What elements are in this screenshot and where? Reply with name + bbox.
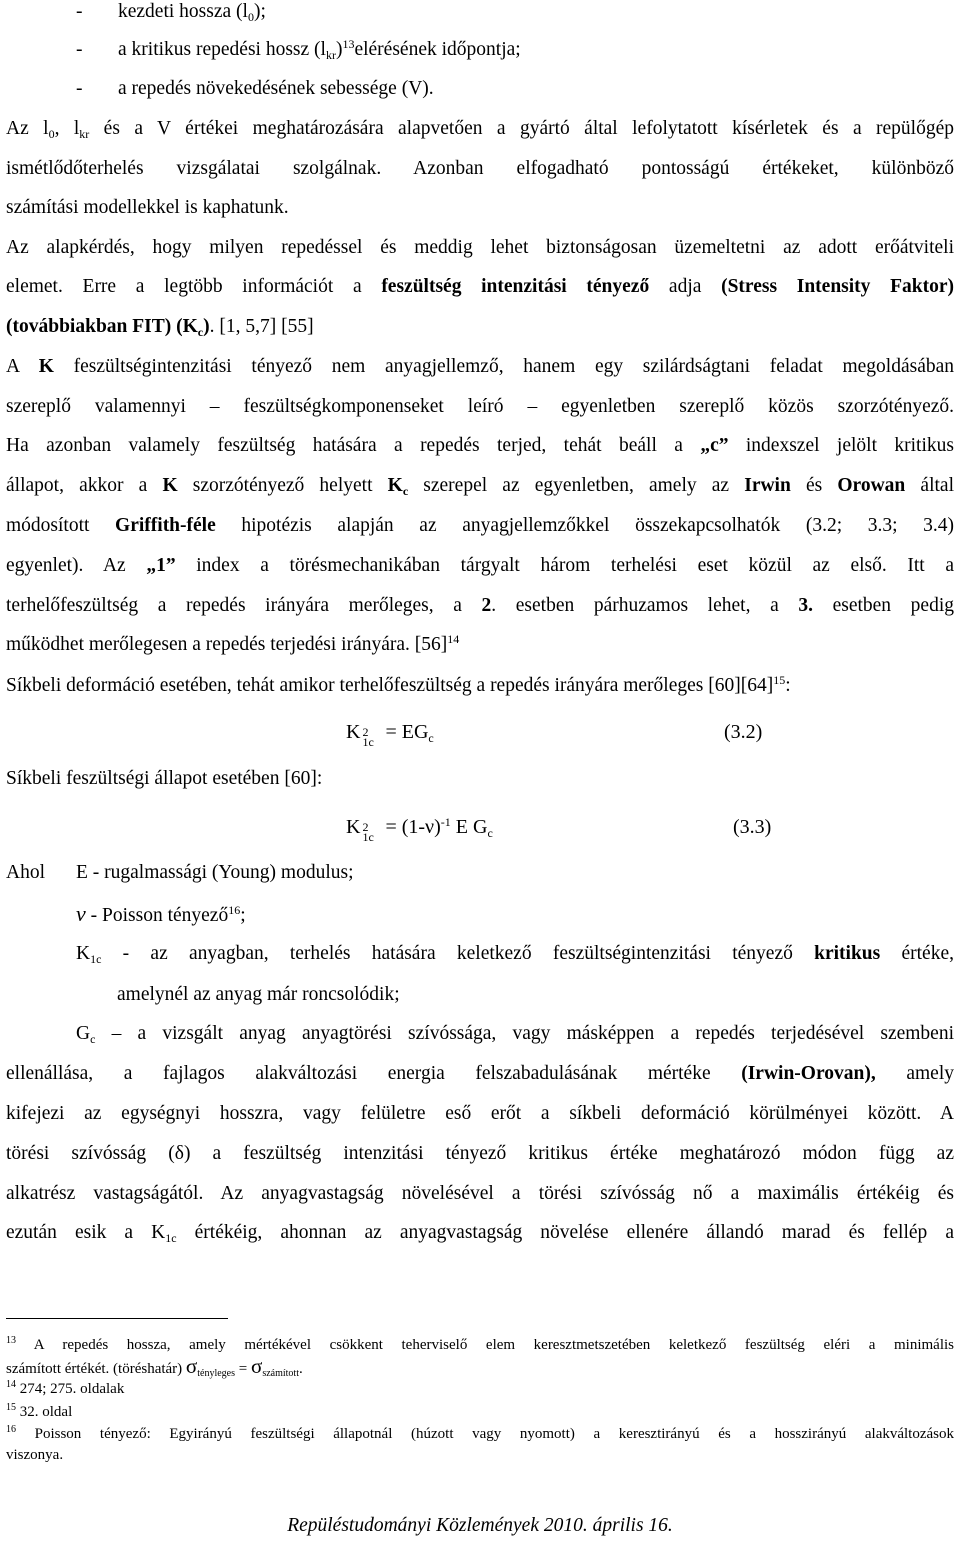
paragraph-line: alkatrész vastagságától. Az anyagvastagság növelésével a törési szívósság nő a maximális értékéig és bbox=[6, 1183, 954, 1204]
paragraph-line: elemet. Erre a legtöbb információt a feszültség intenzitási tényező adja (Stress Intensity Faktor) bbox=[6, 276, 954, 297]
paragraph-line: szereplő valamennyi – feszültségkomponenseket leíró – egyenletben szereplő közös szorzótényező. bbox=[6, 396, 954, 417]
footnote-16-cont: viszonya. bbox=[6, 1447, 64, 1463]
paragraph-line: számítási modellekkel is kaphatunk. bbox=[6, 197, 289, 218]
footnote-separator bbox=[6, 1318, 228, 1319]
paragraph-line: állapot, akkor a K szorzótényező helyett $K_c$ szerepel az egyenletben, amely az Irwin és Orowan által bbox=[6, 475, 954, 498]
paragraph-line: ismétlődőterhelés vizsgálatai szolgálnak. Azonban elfogadható pontosságú értékeket, különböző bbox=[6, 158, 954, 179]
paragraph-line: működhet merőlegesen a repedés terjedési irányára. $[56]^{14}$ bbox=[6, 632, 460, 655]
list-item: - a kritikus repedési hossz $(l_{kr})^{13}elérésének$ időpontja; bbox=[76, 37, 521, 62]
footnote-13-cont: számított értékét. (töréshatár) $\sigma_{tényleges} = \sigma_{számított}$. bbox=[6, 1354, 303, 1379]
paragraph-line: Síkbeli deformáció esetében, tehát amikor terhelőfeszültség a repedés irányára merőleges $[60][64]^{15}$: bbox=[6, 673, 791, 696]
equation-3-3: K 2 1c = $(1-\nu)^{-1}$ E $G_c$ bbox=[346, 815, 493, 844]
paragraph-line: terhelőfeszültség a repedés irányára merőleges, a 2. esetben párhuzamos lehet, a 3. esetben pedig bbox=[6, 595, 954, 616]
paragraph-line: ezután esik a $K_{1c}$ értékéig, ahonnan az anyagvastagság növelése ellenére állandó marad és fellép a bbox=[6, 1222, 954, 1245]
paragraph-line: Síkbeli feszültségi állapot esetében [60]: bbox=[6, 768, 323, 789]
page-footer: Repüléstudományi Közlemények 2010. április 16. bbox=[287, 1515, 673, 1536]
paragraph-line: ellenállása, a fajlagos alakváltozási energia felszabadulásának mértéke (Irwin-Orovan), amely bbox=[6, 1063, 954, 1084]
definition-nu: ν - Poisson tényező$^{16}$; bbox=[76, 901, 246, 926]
paragraph-line: Az $l_0$, $l_{kr}$ és a V értékei meghatározására alapvetően a gyártó által lefolytatott kísérletek és a repülőgép bbox=[6, 118, 954, 141]
paragraph-line: A K feszültségintenzitási tényező nem anyagjellemző, hanem egy szilárdságtani feladat megoldásában bbox=[6, 356, 955, 377]
footnote-14: $^{14}$ 274; 275. oldalak bbox=[6, 1379, 125, 1397]
paragraph-line: módosított Griffith-féle hipotézis alapján az anyagjellemzőkkel összekapcsolhatók (3.2; 3.3; 3.4) bbox=[6, 515, 954, 536]
footnote-13: $^{13}$ A repedés hossza, amely mértékével csökkent teherviselő elem keresztmetszetében keletkező feszültség eléri a minimális bbox=[6, 1335, 954, 1353]
paragraph-line: törési szívósság (δ) a feszültség intenzitási tényező kritikus értéke meghatározó módon függ az bbox=[6, 1143, 954, 1164]
list-item: - a repedés növekedésének sebessége (V). bbox=[76, 78, 434, 99]
footnote-16: $^{16}$ Poisson tényező: Egyirányú feszültségi állapotnál (húzott vagy nyomott) a keresztirányú és a hosszirányú alakváltozások bbox=[6, 1424, 954, 1442]
list-item: - kezdeti hossza $(l_0)$; bbox=[76, 1, 266, 24]
definition-label: Ahol bbox=[6, 862, 45, 883]
paragraph-line: egyenlet). Az „1” index a törésmechanikában tárgyalt három terhelési eset közül az első. Itt a bbox=[6, 555, 954, 576]
equation-number: (3.2) bbox=[724, 721, 763, 743]
paragraph-line: Az alapkérdés, hogy milyen repedéssel és meddig lehet biztonságosan üzemeltetni az adott erőátviteli bbox=[6, 237, 954, 258]
equation-3-2: K 2 1c = $EG_c$ bbox=[346, 721, 434, 749]
definition-k1c-cont: amelynél az anyag már roncsolódik; bbox=[117, 984, 400, 1005]
footnote-15: $^{15}$ 32. oldal bbox=[6, 1402, 73, 1420]
paragraph-line: Ha azonban valamely feszültség hatására a repedés terjed, tehát beáll a „c” indexszel jelölt kritikus bbox=[6, 435, 954, 456]
definition-gc: $G_c$ – a vizsgált anyag anyagtörési szívóssága, vagy másképpen a repedés terjedésével szembeni bbox=[76, 1023, 954, 1046]
equation-number: (3.3) bbox=[733, 816, 772, 838]
paragraph-line: kifejezi az egységnyi hosszra, vagy felületre eső erőt a síkbeli deformáció körülményei között. A bbox=[6, 1103, 954, 1124]
definition-e: E - rugalmassági (Young) modulus; bbox=[76, 862, 354, 883]
definition-k1c: $K_{1c}$ - az anyagban, terhelés hatására keletkező feszültségintenzitási tényező kritikus értéke, bbox=[76, 943, 954, 966]
paragraph-line: (továbbiakban FIT) $(K_c)$. [1, 5,7] [55] bbox=[6, 316, 314, 339]
